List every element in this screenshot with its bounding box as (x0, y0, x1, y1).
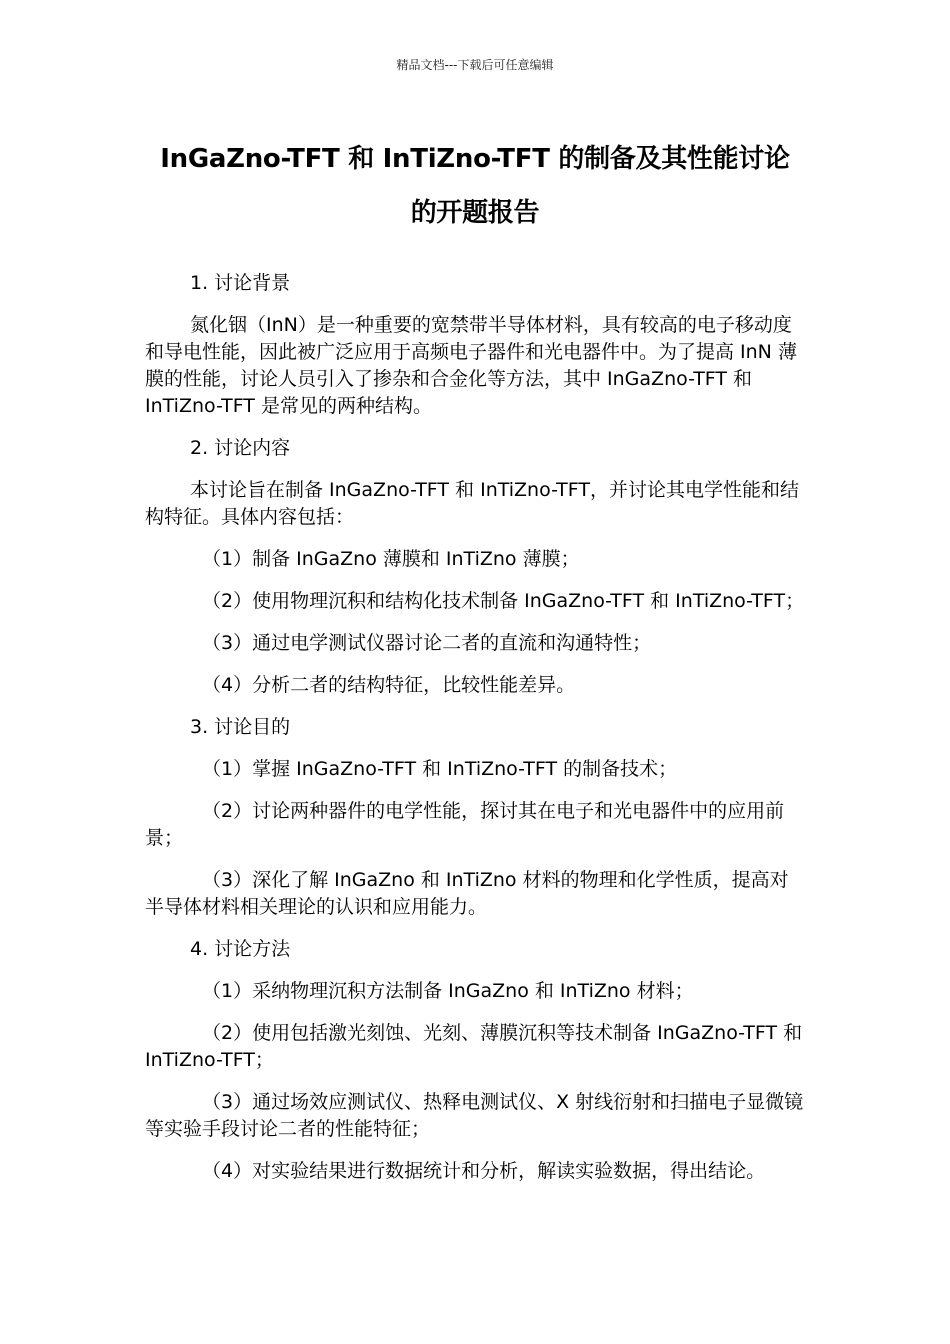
background-paragraph: 氮化铟（InN）是一种重要的宽禁带半导体材料，具有较高的电子移动度和导电性能，因此被广泛应用于高频电子器件和光电器件中。为了提高 InN 薄膜的性能，讨论人员引入了掺杂和合金化等方法，其中 InGaZno-TFT 和 InTiZno-TFT 是常见的两种结构。 (145, 314, 797, 417)
purpose-item: （2）讨论两种器件的电学性能，探讨其在电子和光电器件中的应用前景； (145, 800, 785, 849)
title-line-1: InGaZno-TFT 和 InTiZno-TFT 的制备及其性能讨论 (160, 144, 790, 174)
document-title (120, 132, 830, 240)
section-heading-background: 1. 讨论背景 (190, 272, 291, 294)
section-heading-purpose: 3. 讨论目的 (190, 716, 291, 738)
content-item: （4）分析二者的结构特征，比较性能差异。 (202, 674, 576, 696)
title-line-2: 的开题报告 (410, 198, 540, 228)
purpose-item: （3）深化了解 InGaZno 和 InTiZno 材料的物理和化学性质，提高对半导体材料相关理论的认识和应用能力。 (145, 869, 789, 918)
purpose-item: （1）掌握 InGaZno-TFT 和 InTiZno-TFT 的制备技术； (202, 758, 678, 780)
content-item: （1）制备 InGaZno 薄膜和 InTiZno 薄膜； (202, 548, 580, 570)
content-intro-paragraph: 本讨论旨在制备 InGaZno-TFT 和 InTiZno-TFT，并讨论其电学性能和结构特征。具体内容包括： (145, 479, 799, 528)
section-heading-content: 2. 讨论内容 (190, 437, 291, 459)
content-item: （3）通过电学测试仪器讨论二者的直流和沟通特性； (202, 632, 652, 654)
method-item: （3）通过场效应测试仪、热释电测试仪、X 射线衍射和扫描电子显微镜等实验手段讨论二者的性能特征； (145, 1091, 804, 1140)
method-item: （1）采纳物理沉积方法制备 InGaZno 和 InTiZno 材料； (202, 980, 694, 1002)
method-item: （2）使用包括激光刻蚀、光刻、薄膜沉积等技术制备 InGaZno-TFT 和 InTiZno-TFT； (145, 1022, 803, 1071)
method-item: （4）对实验结果进行数据统计和分析，解读实验数据，得出结论。 (202, 1160, 766, 1182)
content-item: （2）使用物理沉积和结构化技术制备 InGaZno-TFT 和 InTiZno-TFT； (202, 590, 805, 612)
section-heading-method: 4. 讨论方法 (190, 938, 291, 960)
document-body (145, 270, 807, 1200)
page-header: 精品文档---下载后可任意编辑 (396, 58, 554, 72)
